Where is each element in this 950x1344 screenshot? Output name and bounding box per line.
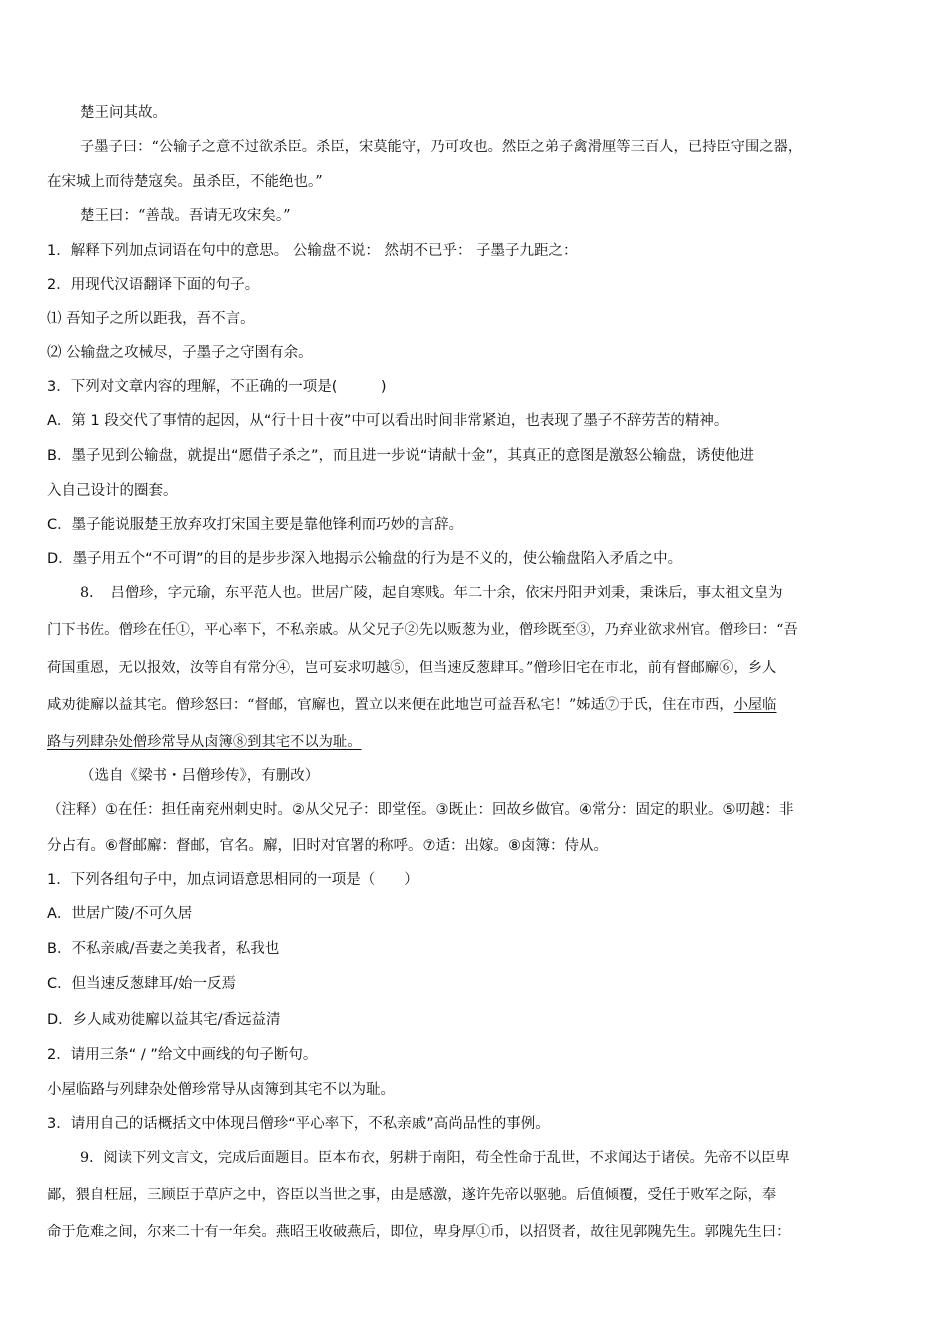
q7-2-a: ⑴ 吾知子之所以距我，吾不言。 bbox=[47, 311, 255, 327]
q7-3-option-c: C．墨子能说服楚王放弃攻打宋国主要是靠他锋利而巧妙的言辞。 bbox=[47, 517, 464, 533]
passage7-line-1: 楚王问其故。 bbox=[80, 105, 167, 121]
q8-2-sentence: 小屋临路与列肆杂处僧珍常导从卤簿到其宅不以为耻。 bbox=[47, 1082, 395, 1098]
passage8-line-1: 8． 吕僧珍，字元瑜，东平范人也。世居广陵，起自寒贱。年二十余，依宋丹阳尹刘秉，秉诛后，事太祖文皇为 bbox=[80, 585, 783, 601]
q8-1-option-d: D．乡人咸劝徙廨以益其宅/香远益清 bbox=[47, 1012, 281, 1028]
q8-1-option-b: B．不私亲戚/吾妻之美我者，私我也 bbox=[47, 941, 280, 957]
q8-2: 2．请用三条“ / ”给文中画线的句子断句。 bbox=[47, 1047, 318, 1063]
q7-3-option-a: A．第 1 段交代了事情的起因，从“行十日十夜”中可以看出时间非常紧迫，也表现了墨子不辞劳苦的精神。 bbox=[47, 413, 729, 429]
passage8-underlined-start: 小屋临 bbox=[733, 697, 777, 713]
passage8-notes-line-2: 分占有。⑥督邮廨：督邮，官名。廨，旧时对官署的称呼。⑦适：出嫁。⑧卤簿：侍从。 bbox=[47, 838, 608, 854]
q8-1-option-c: C．但当速反葱肆耳/始一反焉 bbox=[47, 976, 237, 992]
q7-1: 1．解释下列加点词语在句中的意思。 公输盘不说： 然胡不已乎： 子墨子九距之： bbox=[47, 243, 578, 259]
q7-2: 2．用现代汉语翻译下面的句子。 bbox=[47, 277, 260, 293]
passage8-notes-line-1: （注释）①在任：担任南兖州刺史时。②从父兄子：即堂侄。③既止：回故乡做官。④常分：固定的职业。⑤叨越：非 bbox=[47, 802, 794, 818]
q7-2-b: ⑵ 公输盘之攻械尽，子墨子之守圉有余。 bbox=[47, 345, 313, 361]
passage8-line-4 bbox=[47, 695, 776, 715]
passage9-line-1: 9．阅读下列文言文，完成后面题目。臣本布衣，躬耕于南阳，苟全性命于乱世，不求闻达于诸侯。先帝不以臣卑 bbox=[80, 1150, 790, 1166]
q8-1-option-a: A．世居广陵/不可久居 bbox=[47, 906, 193, 922]
q8-3: 3．请用自己的话概括文中体现吕僧珍“平心率下，不私亲戚”高尚品性的事例。 bbox=[47, 1116, 550, 1132]
q7-3: 3．下列对文章内容的理解，不正确的一项是( ) bbox=[47, 379, 387, 395]
passage8-underlined-sentence: 路与列肆杂处僧珍常导从卤簿⑧到其宅不以为耻。 bbox=[47, 734, 362, 750]
q7-3-option-d: D．墨子用五个“不可谓”的目的是步步深入地揭示公输盘的行为是不义的，使公输盘陷入矛盾之中。 bbox=[47, 551, 683, 567]
q8-1: 1．下列各组句子中，加点词语意思相同的一项是（ ） bbox=[47, 872, 419, 888]
passage8-line-2: 门下书佐。僧珍在任①，平心率下，不私亲戚。从父兄子②先以贩葱为业，僧珍既至③，乃弃业欲求州官。僧珍曰：“吾 bbox=[47, 622, 798, 638]
passage7-line-4: 楚王曰：“善哉。吾请无攻宋矣。” bbox=[80, 208, 291, 224]
passage8-line-4-text: 咸劝徙廨以益其宅。僧珍怒曰：“督邮，官廨也，置立以来便在此地岂可益吾私宅！”姊适⑦于氏，住在市西， bbox=[47, 697, 734, 713]
q7-3-option-b-line-2: 入自己设计的圈套。 bbox=[47, 483, 178, 499]
passage9-line-3: 命于危难之间，尔来二十有一年矣。燕昭王收破燕后，即位，卑身厚①币，以招贤者，故往见郭隗先生。郭隗先生曰： bbox=[47, 1224, 791, 1240]
passage7-line-3: 在宋城上而待楚寇矣。虽杀臣，不能绝也。” bbox=[47, 174, 323, 190]
passage8-line-3: 荷国重恩，无以报效，汝等自有常分④，岂可妄求叨越⑤，但当速反葱肆耳。”僧珍旧宅在市北，前有督邮廨⑥，乡人 bbox=[47, 660, 777, 676]
passage7-line-2: 子墨子曰：“公输子之意不过欲杀臣。杀臣，宋莫能守，乃可攻也。然臣之弟子禽滑厘等三百人，已持臣守围之器， bbox=[80, 139, 803, 155]
q7-3-option-b-line-1: B．墨子见到公输盘，就提出“愿借子杀之”，而且进一步说“请献十金”，其真正的意图是激怒公输盘，诱使他进 bbox=[47, 448, 754, 464]
passage8-source: （选自《梁书・吕僧珍传》，有删改） bbox=[80, 768, 320, 784]
passage9-line-2: 鄙，猥自枉屈，三顾臣于草庐之中，咨臣以当世之事，由是感激，遂许先帝以驱驰。后值倾覆，受任于败军之际，奉 bbox=[47, 1187, 777, 1203]
